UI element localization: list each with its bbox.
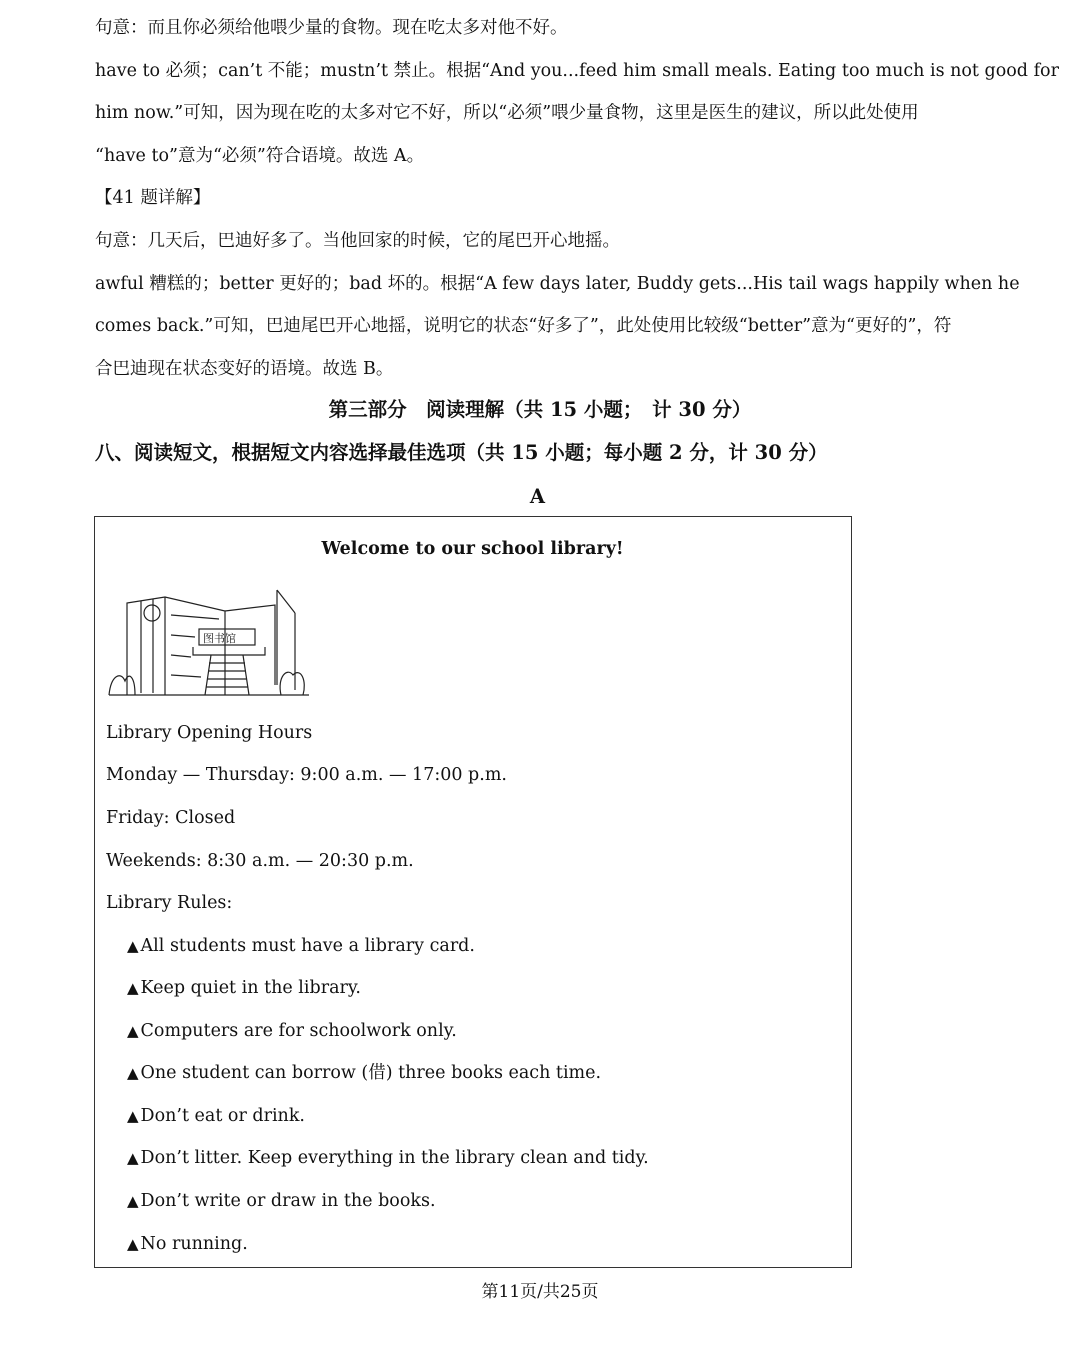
q41-line-2: awful 糟糕的；better 更好的；bad 坏的。根据“A few days later, Buddy gets...His tail wags happily when he [95, 274, 1020, 294]
hours-heading: Library Opening Hours [106, 723, 313, 743]
triangle-bullet-icon: ▲ [127, 979, 139, 997]
triangle-bullet-icon: ▲ [127, 1192, 139, 1210]
q41-line-4: 合巴迪现在状态变好的语境。故选 B。 [95, 359, 394, 379]
hours-friday: Friday: Closed [106, 808, 236, 828]
rule-item: ▲ Don’t write or draw in the books. [127, 1191, 436, 1211]
passage-label: A [529, 485, 546, 508]
section8-title: 八、阅读短文，根据短文内容选择最佳选项（共 15 小题；每小题 2 分，计 30 分） [95, 441, 828, 464]
hours-mon-thu: Monday — Thursday: 9:00 a.m. — 17:00 p.m. [106, 765, 507, 785]
building-sign-text: 图书馆 [203, 632, 236, 645]
rule-item: ▲ Computers are for schoolwork only. [127, 1021, 457, 1041]
rule-item: ▲ Don’t litter. Keep everything in the library clean and tidy. [127, 1148, 649, 1168]
triangle-bullet-icon: ▲ [127, 1064, 139, 1082]
rule-item: ▲ Don’t eat or drink. [127, 1106, 305, 1126]
notice-title: Welcome to our school library! [321, 539, 624, 559]
q41-line-3: comes back.”可知，巴迪尾巴开心地摇，说明它的状态“好多了”，此处使用比较级“better”意为“更好的”，符 [95, 316, 952, 336]
library-building-illustration [105, 585, 311, 700]
rule-item: ▲ One student can borrow (借) three books each time. [127, 1063, 602, 1083]
triangle-bullet-icon: ▲ [127, 937, 139, 955]
triangle-bullet-icon: ▲ [127, 1235, 139, 1253]
part3-title: 第三部分 阅读理解（共 15 小题； 计 30 分） [328, 398, 752, 421]
q41-line-1: 句意：几天后，巴迪好多了。当他回家的时候，它的尾巴开心地摇。 [95, 231, 620, 251]
rule-item: ▲ Keep quiet in the library. [127, 978, 361, 998]
prev-explanation-line-3: him now.”可知，因为现在吃的太多对它不好，所以“必须”喂少量食物，这里是医生的建议，所以此处使用 [95, 103, 919, 123]
rules-heading: Library Rules: [106, 893, 233, 913]
library-notice-box [94, 516, 852, 1268]
hours-weekends: Weekends: 8:30 a.m. — 20:30 p.m. [106, 851, 414, 871]
page-number-footer: 第11页/共25页 [481, 1282, 599, 1302]
prev-explanation-line-2: have to 必须；can’t 不能；mustn’t 禁止。根据“And you...feed him small meals. Eating too much is not good for [95, 61, 1059, 81]
rule-item: ▲ All students must have a library card. [127, 936, 475, 956]
prev-explanation-line-4: “have to”意为“必须”符合语境。故选 A。 [95, 146, 425, 166]
prev-explanation-line-1: 句意：而且你必须给他喂少量的食物。现在吃太多对他不好。 [95, 18, 568, 38]
q41-heading: 【41 题详解】 [95, 188, 211, 208]
triangle-bullet-icon: ▲ [127, 1149, 139, 1167]
triangle-bullet-icon: ▲ [127, 1107, 139, 1125]
triangle-bullet-icon: ▲ [127, 1022, 139, 1040]
rule-item: ▲ No running. [127, 1234, 248, 1254]
